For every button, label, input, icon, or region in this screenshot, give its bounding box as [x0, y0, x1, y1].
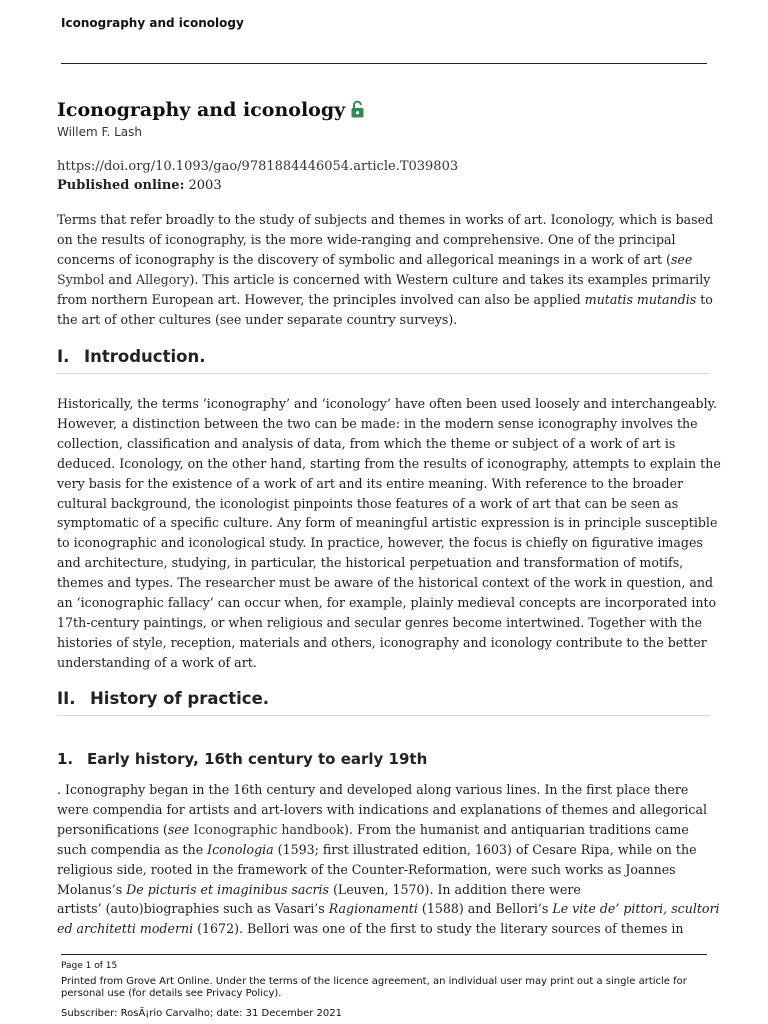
early-history-paragraph	[57, 780, 720, 939]
text-line: concerns of iconography is the discovery of symbolic and allegorical meanings in a work of art (see	[57, 251, 693, 267]
section-title: History of practice.	[90, 689, 270, 708]
section-heading-history	[57, 689, 710, 716]
intro-paragraph	[57, 210, 712, 329]
text-line: However, a distinction between the two can be made: in the modern sense iconography involves the	[57, 415, 698, 431]
subsection-title: Early history, 16th century to early 19th	[87, 750, 428, 768]
subsection-number: 1.	[57, 750, 74, 768]
subscriber-info: Subscriber: RosÃ¡rio Carvalho; date: 31 December 2021	[61, 1008, 343, 1019]
text-line: cultural background, the iconologist pinpoints those features of a work of art that can be seen as	[57, 495, 679, 511]
text-line: religious side, rooted in the framework of the Counter-Reformation, were such works as Joannes	[57, 861, 676, 877]
allegory-link[interactable]: Allegory	[136, 271, 190, 287]
text-line: collection, classification and analysis of data, from which the theme or subject of a work of art is	[57, 435, 676, 451]
published-year: 2003	[188, 178, 222, 193]
text-line: . Iconography began in the 16th century and developed along various lines. In the first place there	[57, 782, 689, 797]
text-line: symptomatic of a specific culture. Any form of meaningful artistic expression is in principle susceptible	[57, 515, 718, 531]
doi-link[interactable]: https://doi.org/10.1093/gao/9781884446054.article.T039803	[57, 159, 459, 174]
text-line: Terms that refer broadly to the study of subjects and themes in works of art. Iconology, which is based	[57, 212, 714, 227]
introduction-paragraph	[57, 394, 721, 673]
header-divider	[61, 63, 707, 64]
subsection-heading-early-history	[57, 750, 427, 768]
text-line: Molanus’s De picturis et imaginibus sacris (Leuven, 1570). In addition there were	[57, 881, 581, 897]
text-line: personifications (see Iconographic handbook). From the humanist and antiquarian traditions came	[57, 821, 689, 837]
text-line: were compendia for artists and art-lovers with indications and explanations of themes and allegorical	[57, 801, 708, 817]
text-line: artists’ (auto)biographies such as Vasari’s Ragionamenti (1588) and Bellori’s Le vite de’ pittori, scultori	[57, 901, 720, 917]
page-number: Page 1 of 15	[61, 961, 118, 971]
article-title	[57, 99, 364, 123]
text-line: from northern European art. However, the principles involved can also be applied mutatis mutandis to	[57, 291, 713, 307]
text-line: understanding of a work of art.	[57, 654, 257, 670]
published-date	[57, 178, 222, 193]
section-title: Introduction.	[84, 347, 206, 366]
text-line: the art of other cultures (see under separate country surveys).	[57, 311, 458, 327]
text-line: deduced. Iconology, on the other hand, starting from the results of iconography, attempts to explain the	[57, 455, 721, 471]
text-line: on the results of iconography, is the more wide-ranging and comprehensive. One of the principal	[57, 231, 676, 247]
print-notice: Printed from Grove Art Online. Under the terms of the licence agreement, an individual user may print out a single article for personal use (for details see Privacy Policy).	[61, 976, 687, 999]
section-number: I.	[57, 347, 70, 366]
symbol-link[interactable]: Symbol	[57, 271, 105, 287]
footer-divider	[61, 954, 707, 955]
published-label: Published online:	[57, 178, 185, 193]
section-number: II.	[57, 689, 76, 708]
iconographic-handbook-link[interactable]: Iconographic handbook	[189, 821, 345, 837]
text-line: Symbol and Allegory). This article is concerned with Western culture and takes its examples primarily	[57, 271, 711, 287]
author-name: Willem F. Lash	[57, 125, 142, 139]
open-access-lock-icon	[351, 100, 364, 123]
text-line: ed architetti moderni (1672). Bellori was one of the first to study the literary sources of themes in	[57, 921, 684, 937]
text-line: themes and types. The researcher must be aware of the historical context of the work in question, and	[57, 575, 714, 591]
text-line: histories of style, reception, materials and others, iconography and iconology contribute to the better	[57, 634, 707, 650]
section-heading-introduction	[57, 347, 710, 374]
running-head: Iconography and iconology	[61, 16, 244, 30]
text-line: and architecture, studying, in particular, the historical perpetuation and transformation of motifs,	[57, 555, 684, 571]
text-line: 17th-century paintings, or when religious and secular genres become intertwined. Together with the	[57, 614, 703, 630]
text-line: such compendia as the Iconologia (1593; first illustrated edition, 1603) of Cesare Ripa, while on the	[57, 841, 697, 857]
text-line: to iconographic and iconological study. In practice, however, the focus is chiefly on figurative images	[57, 535, 703, 551]
text-line: Historically, the terms ‘iconography’ and ‘iconology’ have often been used loosely and interchangeably.	[57, 396, 718, 411]
text-line: very basis for the existence of a work of art and its entire meaning. With reference to the broader	[57, 475, 684, 491]
text-line: an ‘iconographic fallacy’ can occur when, for example, plainly medieval concepts are incorporated into	[57, 595, 717, 611]
see-reference: see	[670, 251, 693, 267]
article-title-text: Iconography and iconology	[57, 99, 346, 121]
